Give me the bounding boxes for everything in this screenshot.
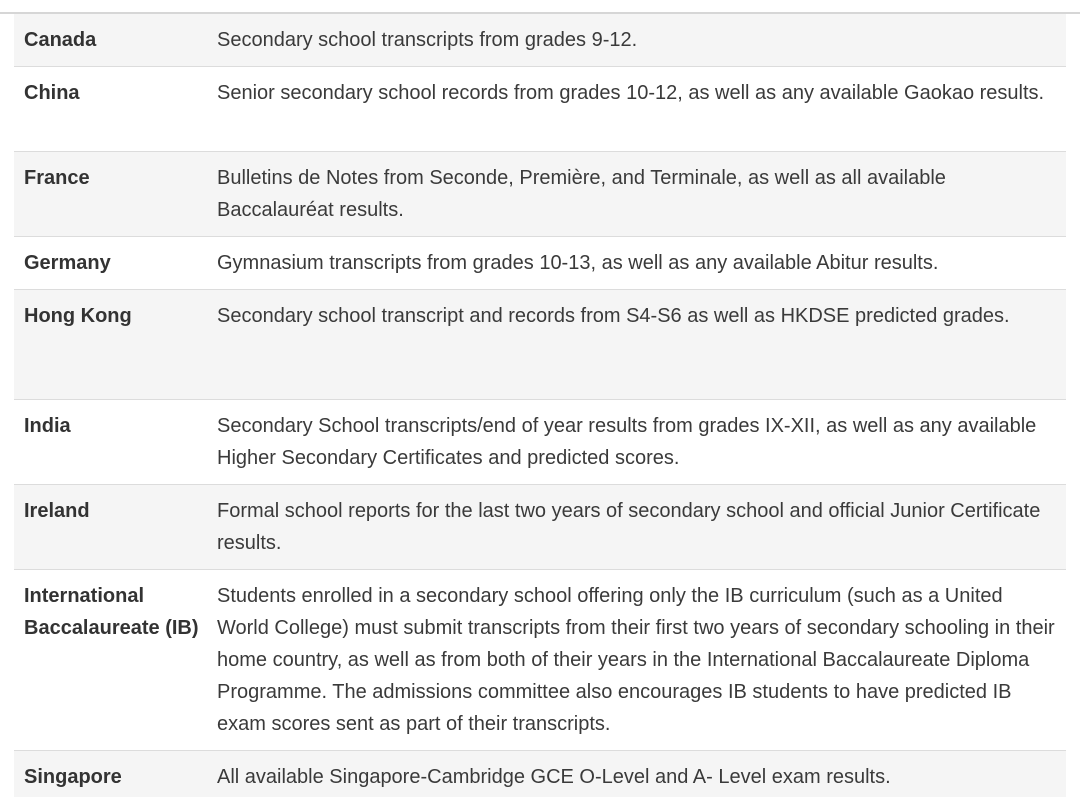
description-cell: Gymnasium transcripts from grades 10-13, as well as any available Abitur results. xyxy=(207,237,1066,290)
description-cell: Formal school reports for the last two years of secondary school and official Junior Certificate results. xyxy=(207,485,1066,570)
table-row xyxy=(14,751,1066,797)
description-cell: Secondary school transcripts from grades 9-12. xyxy=(207,14,1066,67)
country-cell: India xyxy=(14,400,207,485)
description-cell: Secondary School transcripts/end of year results from grades IX-XII, as well as any available Higher Secondary Certificates and predicted scores. xyxy=(207,400,1066,485)
description-cell: Bulletins de Notes from Seconde, Première, and Terminale, as well as all available Baccalauréat results. xyxy=(207,152,1066,237)
table-row xyxy=(14,290,1066,400)
table-row xyxy=(14,14,1066,67)
country-cell: Hong Kong xyxy=(14,290,207,400)
description-cell: All available Singapore-Cambridge GCE O-Level and A- Level exam results. xyxy=(207,751,1066,797)
country-cell: Singapore xyxy=(14,751,207,797)
table-row xyxy=(14,237,1066,290)
country-cell: China xyxy=(14,67,207,152)
country-cell: International Baccalaureate (IB) xyxy=(14,570,207,751)
country-cell: Canada xyxy=(14,14,207,67)
country-cell: Germany xyxy=(14,237,207,290)
table-row xyxy=(14,400,1066,485)
description-cell: Senior secondary school records from grades 10-12, as well as any available Gaokao results. xyxy=(207,67,1066,152)
country-cell: France xyxy=(14,152,207,237)
table-row xyxy=(14,570,1066,751)
description-cell: Students enrolled in a secondary school offering only the IB curriculum (such as a United World College) must submit transcripts from their first two years of secondary schooling in their home country, as well as from both of their years in the International Baccalaureate Diploma Programme. The admissions committee also encourages IB students to have predicted IB exam scores sent as part of their transcripts. xyxy=(207,570,1066,751)
table-row xyxy=(14,67,1066,152)
table-row xyxy=(14,152,1066,237)
table-row xyxy=(14,485,1066,570)
country-cell: Ireland xyxy=(14,485,207,570)
transcript-requirements-table xyxy=(14,14,1066,797)
description-cell: Secondary school transcript and records from S4-S6 as well as HKDSE predicted grades. xyxy=(207,290,1066,400)
